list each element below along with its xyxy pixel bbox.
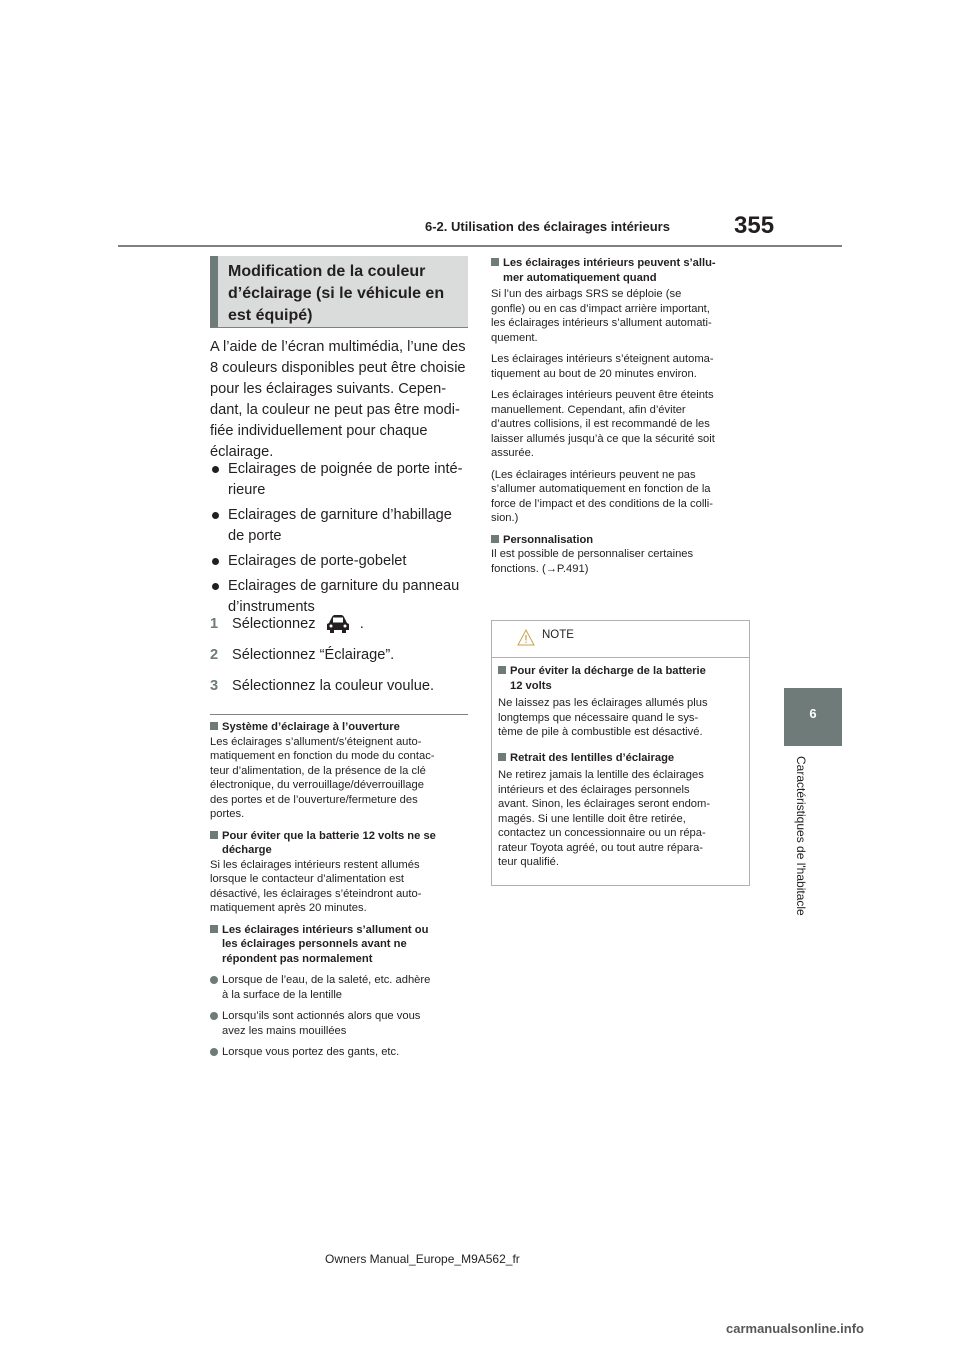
square-bullet-icon [491,535,499,543]
list-item: Lorsque vous portez des gants, etc. [210,1045,468,1060]
square-bullet-icon [210,925,218,933]
note-paragraph: (Les éclairages intérieurs peuvent ne pas s’allumer automatiquement en fonction de la force de l’impact et des conditions de la colli- sion.) [491,468,713,524]
note-title: Pour éviter la décharge de la batterie 12 volts [498,664,741,693]
step-1: 1 Sélectionnez . [210,614,470,635]
note-paragraph: Ne laissez pas les éclairages allumés plus longtemps que nécessaire quand le sys- tème de pile à combustible est désactivé. [498,697,708,738]
square-bullet-icon [491,258,499,266]
car-icon [324,614,352,634]
note-title: Les éclairages intérieurs s’allument ou les éclairages personnels avant ne répondent pas normalement [210,923,468,967]
note-title: Personnalisation [491,533,751,548]
list-item: Eclairages de garniture du panneau d’instruments [210,576,470,618]
list-item: Lorsqu’ils sont actionnés alors que vous avez les mains mouillées [210,1009,468,1038]
note-box-header: NOTE [492,621,749,658]
list-item: Eclairages de porte-gobelet [210,551,470,572]
bullet-icon [212,583,219,590]
bullet-icon [212,558,219,565]
step-2: 2 Sélectionnez “Éclairage”. [210,647,395,663]
footer-text: Owners Manual_Europe_M9A562_fr [325,1252,520,1266]
square-bullet-icon [498,666,506,674]
chapter-tab[interactable] [784,688,842,746]
section-heading: Modification de la couleur d’éclairage (si le véhicule en est équipé) [210,256,468,328]
note-title: Système d’éclairage à l’ouverture [210,720,468,735]
page-reference-link[interactable]: fonctions. (→P.491) [491,562,589,575]
steps-list [210,614,470,707]
chapter-number: 6 [809,706,817,721]
circle-bullet-icon [210,976,218,984]
page-number: 355 [734,212,775,239]
note-title: Les éclairages intérieurs peuvent s’allu- mer automatiquement quand [491,256,751,285]
chapter-label: Caractéristiques de l'habitacle [794,756,808,916]
bullet-icon [212,512,219,519]
right-notes: Les éclairages intérieurs peuvent s’allu- mer automatiquement quand Si l’un des airbags SRS se déploie (se gonfle) ou en cas d’impact arrière important, les éclairages intérieurs s’allument automati- quement. Les éclairages intérieurs s’éteignent automa- tiquement au bout de 20 minutes environ. Les éclairages intérieurs peuvent être éteints manuellement. Cependant, afin d’éviter d’autres collisions, il est recommandé de les laisser allumés jusqu’à ce que la sécurité soit assurée. (Les éclairages intérieurs peuvent ne pas s’allumer automatiquement en fonction de la force de l’impact et des conditions de la colli- sion.) Personnalisation Il est possible de personnaliser certaines fonctions. (→P.491) [491,256,751,583]
bullet-icon [212,466,219,473]
note-box [491,620,750,886]
watermark: carmanualsonline.info [726,1321,864,1336]
note-title: Retrait des lentilles d’éclairage [498,751,741,766]
square-bullet-icon [210,722,218,730]
note-paragraph: Si l’un des airbags SRS se déploie (se gonfle) ou en cas d’impact arrière important, les éclairages intérieurs s’allument automati- quement. [491,288,712,344]
notes-divider [210,714,468,715]
note-title: Pour éviter que la batterie 12 volts ne se décharge [210,829,468,858]
left-notes: Système d’éclairage à l’ouverture Les éclairages s’allument/s’éteignent auto- matiquement en fonction du mode du contac- teur d’alimentation, de la présence de la clé électronique, du verrouillage/déverrouillage des portes et de l’ouverture/fermeture des portes. Pour éviter que la batterie 12 volts ne se décharge Si les éclairages intérieurs restent allumés lorsque le contacteur d’alimentation est désactivé, les éclairages s’éteindront auto- matiquement après 20 minutes. Les éclairages intérieurs s’allument ou les éclairages personnels avant ne répondent pas normalement Lorsque de l’eau, de la saleté, etc. adhère à la surface de la lentille Lorsqu’ils sont actionnés alors que vous avez les mains mouillées Lorsque vous portez des gants, etc. [210,720,468,1067]
section-title: 6-2. Utilisation des éclairages intérieurs [425,219,670,234]
header-divider [118,245,842,247]
intro-paragraph: A l’aide de l’écran multimédia, l’une des 8 couleurs disponibles peut être choisie pour les éclairages suivants. Cepen- dant, la couleur ne peut pas être modi- fiée individuellement pour chaque éclairage. [210,339,466,460]
note-paragraph: Ne retirez jamais la lentille des éclairages intérieurs et des éclairages personnels avant. Sinon, les éclairages seront endom- magés. Si une lentille doit être retirée, contactez un concessionnaire ou un répa- rateur Toyota agréé, ou tout autre répara- teur qualifié. [498,769,711,868]
lighting-list [210,459,470,622]
step-3: 3 Sélectionnez la couleur voulue. [210,678,435,694]
list-item: Lorsque de l’eau, de la saleté, etc. adhère à la surface de la lentille [210,973,468,1002]
square-bullet-icon [498,753,506,761]
note-paragraph: Les éclairages intérieurs s’éteignent automa- tiquement au bout de 20 minutes environ. [491,353,714,380]
warning-icon [517,629,535,646]
list-item: Eclairages de poignée de porte inté- rieure [210,459,470,501]
square-bullet-icon [210,831,218,839]
circle-bullet-icon [210,1048,218,1056]
note-paragraph: Les éclairages intérieurs peuvent être éteints manuellement. Cependant, afin d’éviter d’autres collisions, il est recommandé de les laisser allumés jusqu’à ce que la sécurité soit assurée. [491,389,715,459]
circle-bullet-icon [210,1012,218,1020]
list-item: Eclairages de garniture d’habillage de porte [210,505,470,547]
